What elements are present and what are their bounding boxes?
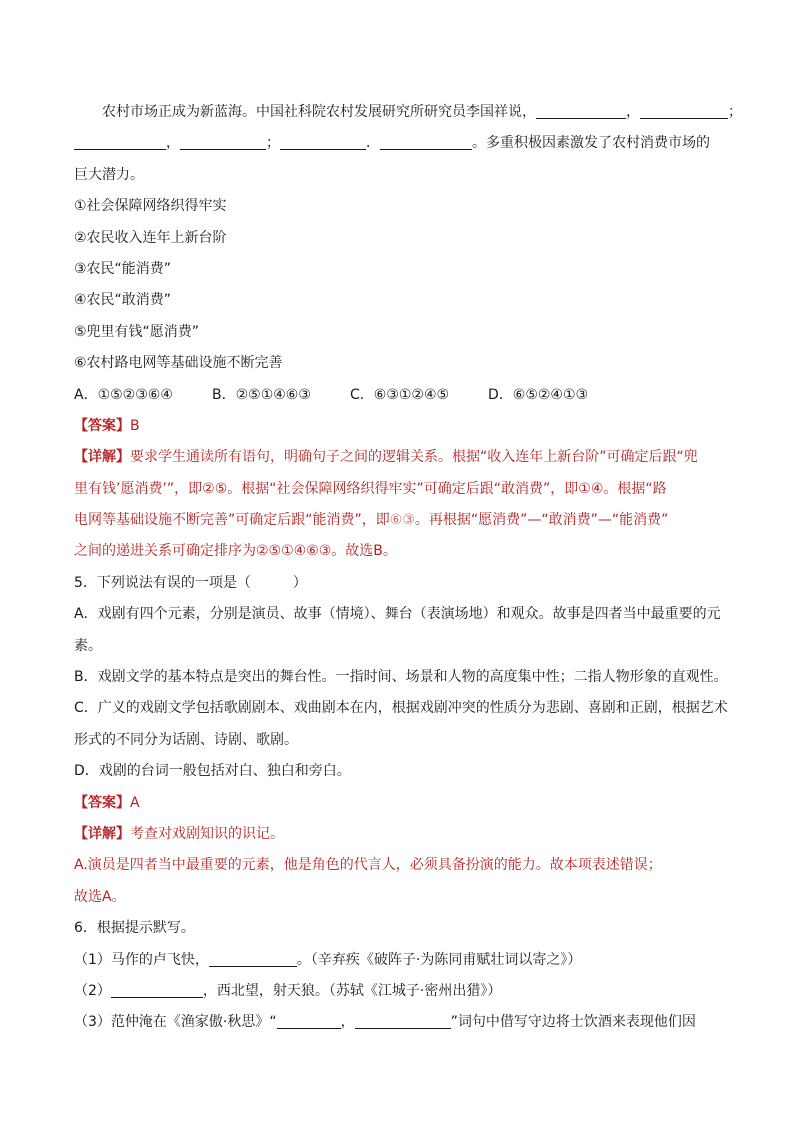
answer-blank-q6-3[interactable]: [277, 1012, 341, 1029]
q4-detail-line-3: 电网等基础设施不断完善”可确定后跟“能消费”，即⑥③。再根据“愿消费”—“敢消费”—“能消费”: [74, 512, 669, 529]
document-page: [74, 97, 742, 1039]
answer-blank-2[interactable]: [640, 102, 728, 119]
answer-blank-q6-4[interactable]: [355, 1012, 451, 1029]
answer-blank-1[interactable]: [536, 102, 626, 119]
answer-blank-q6-1[interactable]: [209, 950, 297, 967]
q5-option-d[interactable]: D．戏剧的台词一般包括对白、独白和旁白。: [74, 763, 351, 780]
q4-item-6: ⑥农村路电网等基础设施不断完善: [74, 355, 283, 372]
q4-item-3: ③农民“能消费”: [74, 260, 172, 277]
answer-blank-q6-2[interactable]: [111, 981, 203, 998]
q4-detail-line-4: 之间的递进关系可确定排序为②⑤①④⑥③。故选B。: [74, 543, 397, 560]
q4-option-d[interactable]: D．⑥⑤②④①③: [488, 386, 589, 403]
q4-item-4: ④农民“敢消费”: [74, 292, 172, 309]
q5-detail: 【详解】考查对戏剧知识的识记。: [74, 825, 284, 842]
q4-item-5: ⑤兜里有钱“愿消费”: [74, 323, 200, 340]
q4-options: [74, 380, 722, 411]
q4-stem-line-1: 农村市场正成为新蓝海。中国社科院农村发展研究所研究员李国祥说， ， ；: [102, 104, 742, 120]
q4-item-2: ②农民收入连年上新台阶: [74, 229, 227, 246]
q4-item-1: ①社会保障网络织得牢实: [74, 198, 227, 215]
q4-option-a[interactable]: A．①⑤②③⑥④: [74, 386, 173, 403]
answer-tag: 【答案】: [74, 417, 130, 434]
q4-detail-line-1: 【详解】要求学生通读所有语句，明确句子之间的逻辑关系。根据“收入连年上新台阶”可确定后跟“兜: [74, 449, 698, 466]
q5-stem: 5．下列说法有误的一项是（ ）: [74, 574, 307, 591]
q5-option-c-line-2: 形式的不同分为话剧、诗剧、歌剧。: [74, 731, 298, 748]
q5-explain: A.演员是四者当中最重要的元素，他是角色的代言人，必须具备扮演的能力。故本项表述错误；: [74, 857, 662, 874]
answer-value: A: [130, 794, 140, 811]
q5-choose: 故选A。: [74, 888, 126, 905]
q5-option-a-line-1[interactable]: A．戏剧有四个元素，分别是演员、故事（情境）、舞台（表演场地）和观众。故事是四者当中最重要的元: [74, 606, 721, 623]
answer-value: B: [130, 417, 140, 434]
q5-option-b[interactable]: B．戏剧文学的基本特点是突出的舞台性。一指时间、场景和人物的高度集中性；二指人物形象的直观性。: [74, 669, 728, 686]
q6-sub-2: （2） ，西北望，射天狼。（苏轼《江城子·密州出猎》）: [74, 982, 502, 999]
q4-stem-line-2: ， ； ． 。多重积极因素激发了农村消费市场的: [74, 128, 722, 159]
q4-stem-text: 农村市场正成为新蓝海。中国社科院农村发展研究所研究员李国祥说，: [102, 104, 536, 120]
q4-option-c[interactable]: C．⑥③①②④⑤: [350, 386, 450, 403]
q4-detail-line-2: 里有钱’愿消费’”，即②⑤。根据“社会保障网络织得牢实”可确定后跟“敢消费”，即①④。根据“路: [74, 480, 667, 497]
answer-blank-3[interactable]: [74, 133, 166, 150]
detail-tag: 【详解】: [74, 825, 130, 842]
q6-stem: 6．根据提示默写。: [74, 920, 195, 937]
answer-blank-5[interactable]: [280, 133, 366, 150]
q5-option-a-line-2: 素。: [74, 637, 102, 654]
detail-tag: 【详解】: [74, 449, 130, 466]
q6-sub-1: （1）马作的卢飞快， 。（辛弃疾《破阵子·为陈同甫赋壮词以寄之》）: [74, 951, 582, 968]
q4-option-b[interactable]: B．②⑤①④⑥③: [212, 386, 311, 403]
q6-sub-3: （3）范仲淹在《渔家傲·秋思》“ ， ”词句中借写守边将士饮酒来表现他们因: [74, 1014, 696, 1031]
q4-answer: [74, 411, 722, 442]
q5-answer: [74, 788, 722, 819]
answer-tag: 【答案】: [74, 794, 130, 811]
q5-option-c-line-1[interactable]: C．广义的戏剧文学包括歌剧剧本、戏曲剧本在内，根据戏剧冲突的性质分为悲剧、喜剧和正剧，根据艺术: [74, 700, 728, 717]
answer-blank-6[interactable]: [380, 133, 472, 150]
q4-stem-line-3: 巨大潜力。: [74, 166, 144, 183]
answer-blank-4[interactable]: [180, 133, 266, 150]
